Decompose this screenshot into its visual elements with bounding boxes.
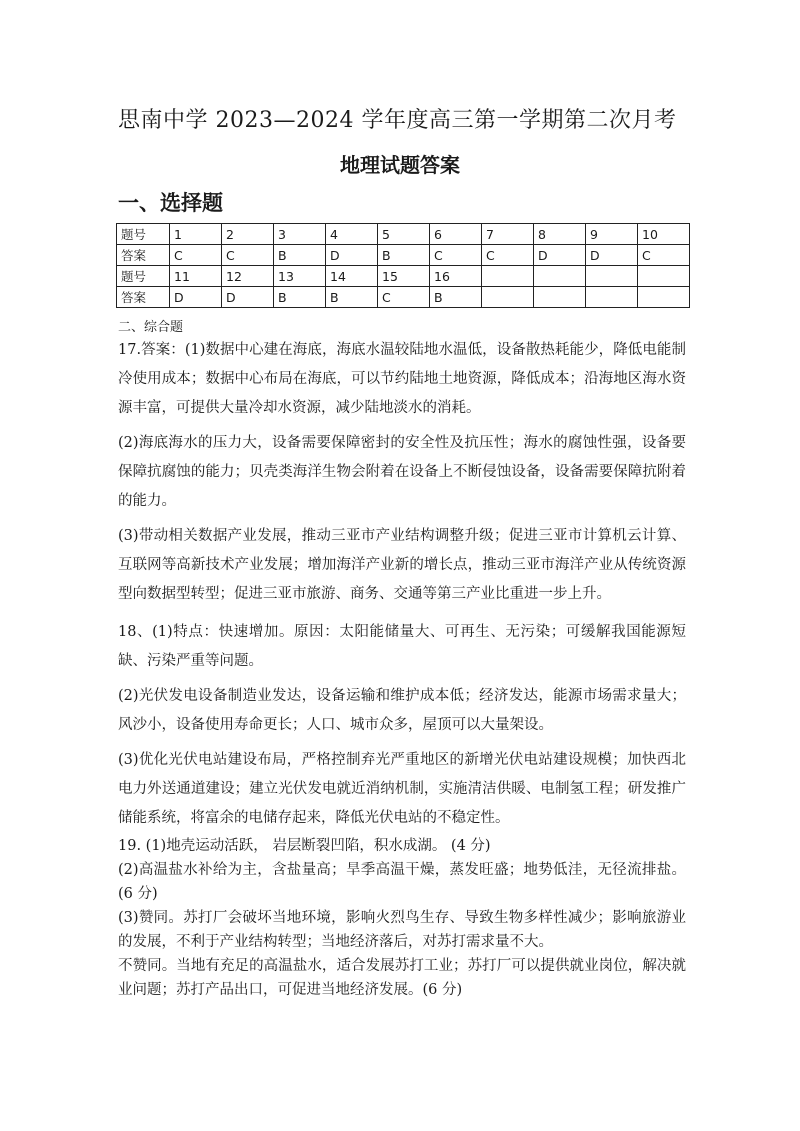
answer-paragraph: 19. (1)地壳运动活跃， 岩层断裂凹陷，积水成湖。 (4 分) — [118, 838, 491, 854]
table-row — [117, 245, 690, 266]
answer-value: B — [274, 245, 326, 266]
answer-value — [482, 287, 534, 308]
answer-value: D — [170, 287, 222, 308]
question-number: 3 — [274, 224, 326, 245]
answer-paragraph: (3)赞同。苏打厂会破坏当地环境，影响火烈鸟生存、导致生物多样性减少；影响旅游业的发展，不利于产业结构转型；当地经济落后，对苏打需求量不大。 — [118, 910, 686, 950]
answer-paragraph: 不赞同。当地有充足的高温盐水，适合发展苏打工业；苏打厂可以提供就业岗位，解决就业问题；苏打产品出口，可促进当地经济发展。(6 分) — [118, 958, 686, 998]
answer-value: C — [482, 245, 534, 266]
section-choice-heading: 一、选择题 — [118, 191, 223, 215]
answer-value — [586, 287, 638, 308]
answer-value: D — [534, 245, 586, 266]
choice-answer-table — [116, 223, 690, 308]
question-number: 11 — [170, 266, 222, 287]
answer-value: B — [326, 287, 378, 308]
row-label: 答案 — [117, 245, 170, 266]
exam-title: 思南中学 2023—2024 学年度高三第一学期第二次月考 — [118, 108, 677, 133]
answer-value — [638, 287, 690, 308]
answer-value: C — [170, 245, 222, 266]
table-row — [117, 287, 690, 308]
answer-value: D — [586, 245, 638, 266]
question-number: 12 — [222, 266, 274, 287]
question-number: 4 — [326, 224, 378, 245]
answer-subtitle: 地理试题答案 — [340, 153, 460, 177]
answer-value: B — [430, 287, 482, 308]
answer-value: C — [378, 287, 430, 308]
answer-value: C — [430, 245, 482, 266]
question-number: 13 — [274, 266, 326, 287]
question-number: 7 — [482, 224, 534, 245]
row-label: 答案 — [117, 287, 170, 308]
answer-value: D — [326, 245, 378, 266]
question-number: 1 — [170, 224, 222, 245]
question-number: 8 — [534, 224, 586, 245]
question-17-answer — [118, 336, 686, 615]
answer-value: B — [274, 287, 326, 308]
question-number: 9 — [586, 224, 638, 245]
answer-value: C — [222, 245, 274, 266]
answer-paragraph: (3)带动相关数据产业发展，推动三亚市产业结构调整升级；促进三亚市计算机云计算、互联网等高新技术产业发展；增加海洋产业新的增长点，推动三亚市海洋产业从传统资源型向数据型转型；促进三亚市旅游、商务、交通等第三产业比重进一步上升。 — [118, 528, 686, 602]
question-number — [534, 266, 586, 287]
answer-paragraph: (2)光伏发电设备制造业发达，设备运输和维护成本低；经济发达，能源市场需求量大；风沙小，设备使用寿命更长；人口、城市众多，屋顶可以大量架设。 — [118, 688, 686, 733]
answer-paragraph: 17.答案：(1)数据中心建在海底，海底水温较陆地水温低，设备散热耗能少，降低电能制冷使用成本；数据中心布局在海底，可以节约陆地土地资源，降低成本；沿海地区海水资源丰富，可提供大量冷却水资源，减少陆地淡水的消耗。 — [118, 342, 686, 416]
question-number — [482, 266, 534, 287]
answer-value: B — [378, 245, 430, 266]
answer-paragraph: (2)高温盐水补给为主，含盐量高；旱季高温干燥，蒸发旺盛；地势低洼，无径流排盐。 (6 分) — [118, 862, 686, 902]
table-row — [117, 224, 690, 245]
question-number: 10 — [638, 224, 690, 245]
answer-paragraph: (3)优化光伏电站建设布局，严格控制弃光严重地区的新增光伏电站建设规模；加快西北电力外送通道建设；建立光伏发电就近消纳机制，实施清洁供暖、电制氢工程；研发推广储能系统，将富余的电储存起来，降低光伏电站的不稳定性。 — [118, 752, 686, 826]
answer-value: D — [222, 287, 274, 308]
question-number: 15 — [378, 266, 430, 287]
question-19-answer — [118, 834, 686, 1002]
section-comprehensive-heading: 二、综合题 — [118, 320, 184, 335]
question-number — [586, 266, 638, 287]
question-number: 16 — [430, 266, 482, 287]
question-number: 6 — [430, 224, 482, 245]
question-number: 5 — [378, 224, 430, 245]
answer-value: C — [638, 245, 690, 266]
table-row — [117, 266, 690, 287]
answer-value — [534, 287, 586, 308]
question-number: 2 — [222, 224, 274, 245]
row-label: 题号 — [117, 266, 170, 287]
answer-paragraph: 18、(1)特点：快速增加。原因：太阳能储量大、可再生、无污染；可缓解我国能源短缺、污染严重等问题。 — [118, 624, 686, 669]
row-label: 题号 — [117, 224, 170, 245]
answer-paragraph: (2)海底海水的压力大，设备需要保障密封的安全性及抗压性；海水的腐蚀性强，设备要保障抗腐蚀的能力；贝壳类海洋生物会附着在设备上不断侵蚀设备，设备需要保障抗附着的能力。 — [118, 435, 686, 509]
question-18-answer — [118, 618, 686, 839]
question-number: 14 — [326, 266, 378, 287]
question-number — [638, 266, 690, 287]
